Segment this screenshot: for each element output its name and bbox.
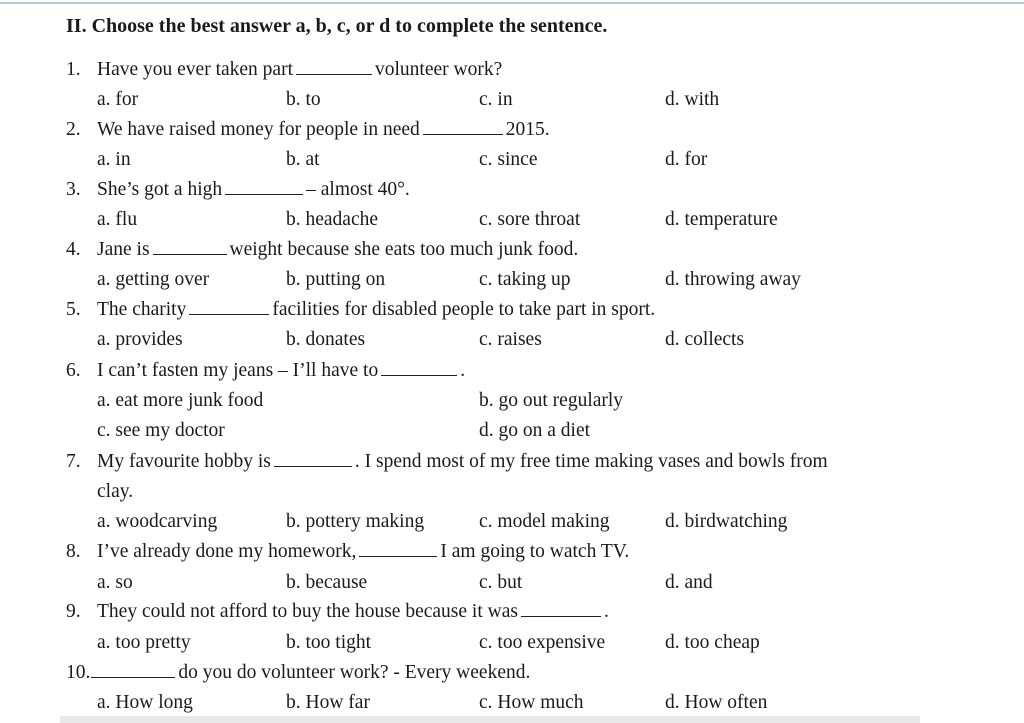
question-text-after: . I spend most of my free time making vases and bowls from <box>354 451 828 472</box>
option-d[interactable]: d. too cheap <box>665 632 760 653</box>
question-text-before: My favourite hobby is <box>97 451 271 472</box>
option-d[interactable]: d. How often <box>665 692 768 713</box>
option-a[interactable]: a. woodcarving <box>97 511 218 532</box>
option-d[interactable]: d. throwing away <box>665 269 801 290</box>
question-number: 4. <box>66 239 81 260</box>
question-number: 8. <box>66 541 81 562</box>
option-b[interactable]: b. go out regularly <box>479 390 624 411</box>
question-number: 2. <box>66 119 81 140</box>
question-4 <box>66 238 578 262</box>
option-a[interactable]: a. How long <box>97 692 193 713</box>
question-text-before: Have you ever taken part <box>97 59 293 80</box>
question-number: 6. <box>66 360 81 381</box>
option-b[interactable]: b. at <box>286 149 320 170</box>
answer-blank[interactable] <box>225 178 303 195</box>
answer-blank[interactable] <box>296 58 372 75</box>
option-d[interactable]: d. collects <box>665 329 745 350</box>
option-c[interactable]: c. since <box>479 149 538 170</box>
option-d[interactable]: d. birdwatching <box>665 511 788 532</box>
option-b[interactable]: b. because <box>286 572 368 593</box>
question-continuation: clay. <box>97 481 134 502</box>
question-text-after: do you do volunteer work? - Every weekend. <box>178 662 531 683</box>
option-c[interactable]: c. see my doctor <box>97 420 225 441</box>
question-8 <box>66 540 629 564</box>
option-c[interactable]: c. too expensive <box>479 632 606 653</box>
question-number: 7. <box>66 451 81 472</box>
question-text-before: Jane is <box>97 239 150 260</box>
option-a[interactable]: a. flu <box>97 209 138 230</box>
question-text-after: weight because she eats too much junk food. <box>229 239 579 260</box>
option-c[interactable]: c. in <box>479 89 513 110</box>
question-3 <box>66 178 410 202</box>
option-b[interactable]: b. to <box>286 89 321 110</box>
option-a[interactable]: a. provides <box>97 329 183 350</box>
question-text-before: She’s got a high <box>97 179 223 200</box>
option-a[interactable]: a. for <box>97 89 139 110</box>
option-c[interactable]: c. taking up <box>479 269 571 290</box>
question-text-before: The charity <box>97 299 187 320</box>
option-d[interactable]: d. with <box>665 89 720 110</box>
question-text-after: facilities for disabled people to take part in sport. <box>272 299 656 320</box>
question-number: 1. <box>66 59 81 80</box>
answer-blank[interactable] <box>274 450 352 467</box>
answer-blank[interactable] <box>423 118 503 135</box>
question-text-before: They could not afford to buy the house because it was <box>97 601 518 622</box>
question-text-after: . <box>603 601 609 622</box>
question-number: 10. <box>66 662 91 683</box>
option-c[interactable]: c. How much <box>479 692 584 713</box>
answer-blank[interactable] <box>359 540 437 557</box>
question-number: 9. <box>66 601 81 622</box>
question-7 <box>66 450 828 474</box>
question-text-after: . <box>460 360 466 381</box>
question-text-after: – almost 40°. <box>306 179 410 200</box>
option-a[interactable]: a. so <box>97 572 133 593</box>
question-6 <box>66 359 465 383</box>
option-b[interactable]: b. pottery making <box>286 511 425 532</box>
question-text-after: 2015. <box>505 119 550 140</box>
question-text-before: We have raised money for people in need <box>97 119 420 140</box>
option-d[interactable]: d. go on a diet <box>479 420 591 441</box>
answer-blank[interactable] <box>521 600 601 617</box>
answer-blank[interactable] <box>91 661 175 678</box>
exercise-title: II. Choose the best answer a, b, c, or d to complete the sentence. <box>66 15 608 37</box>
option-d[interactable]: d. temperature <box>665 209 778 230</box>
question-10 <box>66 661 530 685</box>
option-b[interactable]: b. too tight <box>286 632 372 653</box>
option-a[interactable]: a. getting over <box>97 269 210 290</box>
option-c[interactable]: c. but <box>479 572 523 593</box>
option-b[interactable]: b. putting on <box>286 269 386 290</box>
question-text-before: I’ve already done my homework, <box>97 541 357 562</box>
option-a[interactable]: a. eat more junk food <box>97 390 264 411</box>
answer-blank[interactable] <box>189 298 269 315</box>
question-text-after: I am going to watch TV. <box>440 541 630 562</box>
top-border-line <box>0 2 1024 4</box>
question-1 <box>66 58 502 82</box>
option-c[interactable]: c. model making <box>479 511 610 532</box>
option-d[interactable]: d. and <box>665 572 713 593</box>
option-c[interactable]: c. raises <box>479 329 542 350</box>
question-text-after: volunteer work? <box>375 59 503 80</box>
option-b[interactable]: b. How far <box>286 692 370 713</box>
question-9 <box>66 600 609 624</box>
option-b[interactable]: b. headache <box>286 209 379 230</box>
answer-blank[interactable] <box>381 359 457 376</box>
option-b[interactable]: b. donates <box>286 329 366 350</box>
cut-off-next-line <box>60 716 920 723</box>
option-d[interactable]: d. for <box>665 149 708 170</box>
option-a[interactable]: a. in <box>97 149 131 170</box>
question-text-before: I can’t fasten my jeans – I’ll have to <box>97 360 379 381</box>
answer-blank[interactable] <box>153 238 227 255</box>
option-a[interactable]: a. too pretty <box>97 632 191 653</box>
question-5 <box>66 298 655 322</box>
question-2 <box>66 118 550 142</box>
option-c[interactable]: c. sore throat <box>479 209 581 230</box>
question-number: 3. <box>66 179 81 200</box>
question-number: 5. <box>66 299 81 320</box>
